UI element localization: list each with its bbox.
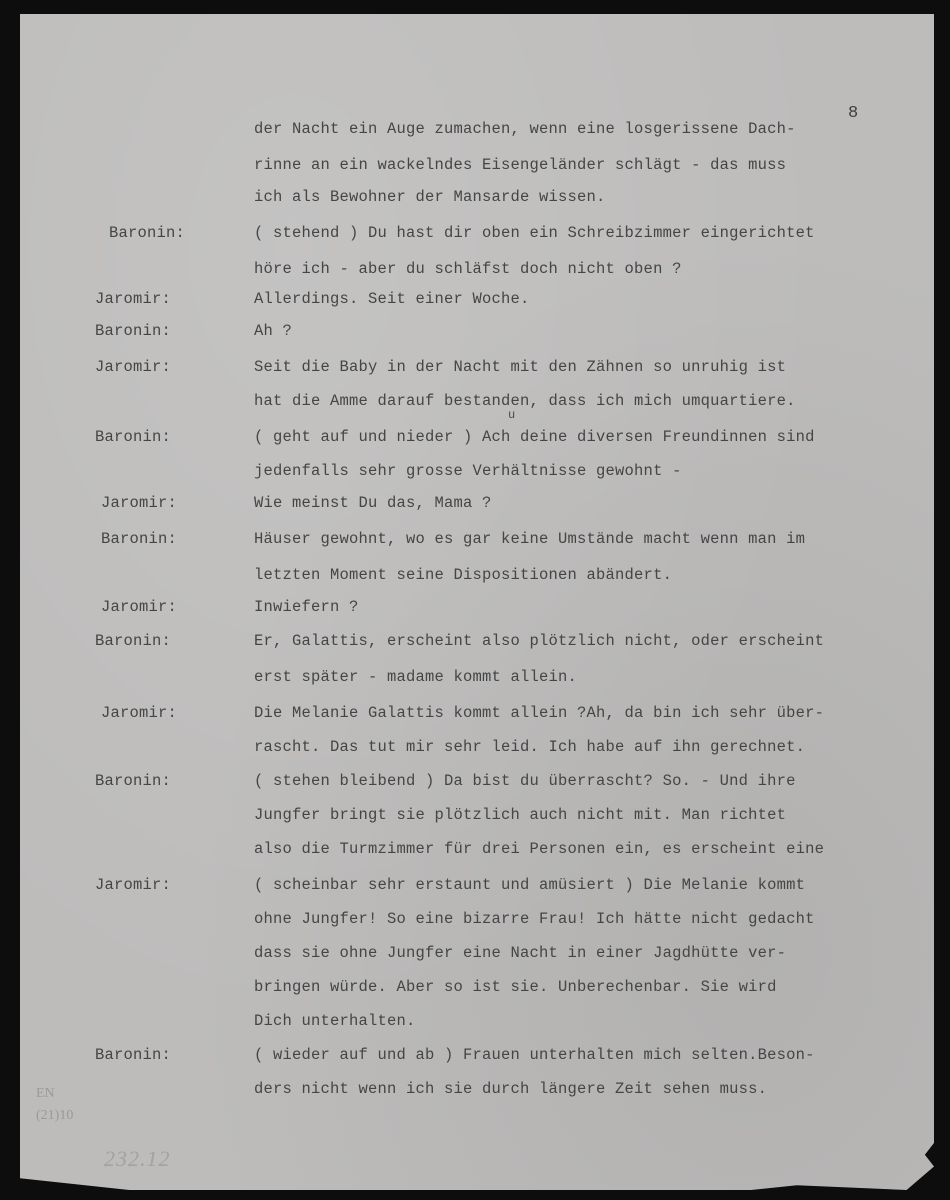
speaker-label: Baronin: [94, 632, 171, 650]
dialogue-line: also die Turmzimmer für drei Personen ein, es erscheint eine [254, 840, 825, 858]
dialogue-line: höre ich - aber du schläfst doch nicht oben ? [254, 260, 682, 278]
dialogue-line: Allerdings. Seit einer Woche. [254, 290, 530, 308]
dialogue-line: Dich unterhalten. [254, 1012, 416, 1030]
dialogue-line: ( scheinbar sehr erstaunt und amüsiert ) Die Melanie kommt [254, 876, 806, 894]
dialogue-line: ohne Jungfer! So eine bizarre Frau! Ich hätte nicht gedacht [254, 910, 815, 928]
dialogue-line: rascht. Das tut mir sehr leid. Ich habe auf ihn gerechnet. [254, 738, 806, 756]
dialogue-line: ( geht auf und nieder ) Ach deine diversen Freundinnen sind [254, 428, 815, 446]
archive-stamp-number: (21)10 [36, 1108, 74, 1123]
speaker-label: Jaromir: [100, 494, 177, 512]
speaker-label: Jaromir: [100, 598, 177, 616]
dialogue-line: Wie meinst Du das, Mama ? [254, 494, 492, 512]
dialogue-line: der Nacht ein Auge zumachen, wenn eine losgerissene Dach- [254, 120, 796, 138]
dialogue-line: Seit die Baby in der Nacht mit den Zähnen so unruhig ist [254, 358, 787, 376]
speaker-label: Baronin: [100, 530, 177, 548]
dialogue-line: dass sie ohne Jungfer eine Nacht in einer Jagdhütte ver- [254, 944, 787, 962]
dialogue-line: ( stehen bleibend ) Da bist du überrascht? So. - Und ihre [254, 772, 796, 790]
dialogue-line: bringen würde. Aber so ist sie. Unberechenbar. Sie wird [254, 978, 777, 996]
speaker-label: Jaromir: [94, 290, 171, 308]
dialogue-line: erst später - madame kommt allein. [254, 668, 578, 686]
dialogue-line: rinne an ein wackelndes Eisengeländer schlägt - das muss [254, 156, 787, 174]
dialogue-line: ( wieder auf und ab ) Frauen unterhalten mich selten.Beson- [254, 1046, 815, 1064]
dialogue-line: Ah ? [254, 322, 293, 340]
archive-stamp-code: EN [36, 1086, 55, 1101]
dialogue-line: Jungfer bringt sie plötzlich auch nicht mit. Man richtet [254, 806, 787, 824]
dialogue-line: ders nicht wenn ich sie durch längere Zeit sehen muss. [254, 1080, 768, 1098]
speaker-label: Jaromir: [94, 876, 171, 894]
dialogue-line: Inwiefern ? [254, 598, 359, 616]
dialogue-line: Er, Galattis, erscheint also plötzlich nicht, oder erscheint [254, 632, 825, 650]
dialogue-line: hat die Amme darauf bestanden, dass ich mich umquartiere. [254, 392, 796, 410]
dialogue-line: letzten Moment seine Dispositionen abändert. [254, 566, 673, 584]
dialogue-line: Häuser gewohnt, wo es gar keine Umstände macht wenn man im [254, 530, 806, 548]
page-number: 8 [848, 104, 859, 123]
speaker-label: Jaromir: [94, 358, 171, 376]
speaker-label: Baronin: [94, 772, 171, 790]
dialogue-line: ( stehend ) Du hast dir oben ein Schreibzimmer eingerichtet [254, 224, 815, 242]
speaker-label: Jaromir: [100, 704, 177, 722]
dialogue-line: ich als Bewohner der Mansarde wissen. [254, 188, 606, 206]
archive-number: 232.12 [104, 1146, 171, 1171]
archive-stamp [36, 1086, 73, 1124]
handwritten-correction: u [508, 408, 516, 422]
speaker-label: Baronin: [94, 322, 171, 340]
dialogue-line: Die Melanie Galattis kommt allein ?Ah, da bin ich sehr über- [254, 704, 825, 722]
speaker-label: Baronin: [108, 224, 185, 242]
speaker-label: Baronin: [94, 1046, 171, 1064]
speaker-label: Baronin: [94, 428, 171, 446]
dialogue-line: jedenfalls sehr grosse Verhältnisse gewohnt - [254, 462, 682, 480]
